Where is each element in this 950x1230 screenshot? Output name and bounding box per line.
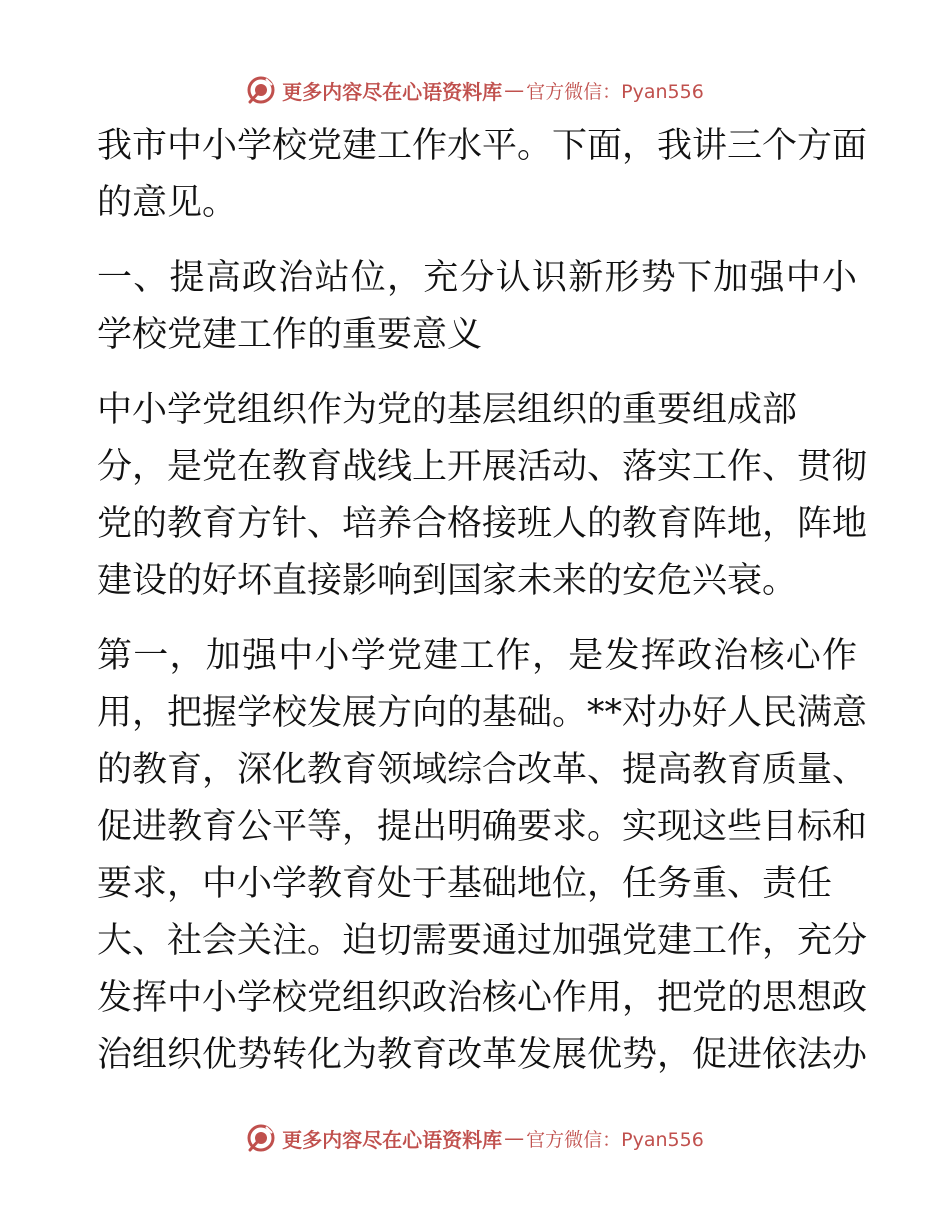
header-wechat-text: 官方微信：Pyan556 — [526, 80, 704, 103]
text-line: 建设的好坏直接影响到国家未来的安危兴衰。 — [97, 561, 798, 601]
header-brand-text: 更多内容尽在心语资料库 — [282, 79, 503, 104]
pen-logo-icon — [246, 75, 276, 105]
section-heading-1 — [97, 250, 857, 364]
footer-wechat-text: 官方微信：Pyan556 — [526, 1128, 704, 1151]
text-line: 促进教育公平等，提出明确要求。实现这些目标和 — [97, 807, 868, 847]
heading-line: 学校党建工作的重要意义 — [97, 315, 483, 355]
paragraph-1 — [97, 118, 868, 232]
footer-separator: — — [504, 1126, 525, 1150]
text-line: 我市中小学校党建工作水平。下面，我讲三个方面 — [97, 126, 868, 166]
paragraph-3 — [97, 628, 868, 1084]
pen-logo-icon — [246, 1123, 276, 1153]
text-line: 的教育，深化教育领域综合改革、提高教育质量、 — [97, 750, 868, 790]
footer-brand-text: 更多内容尽在心语资料库 — [282, 1127, 503, 1152]
text-line: 第一，加强中小学党建工作，是发挥政治核心作 — [97, 636, 857, 676]
text-line: 中小学党组织作为党的基层组织的重要组成部 — [97, 390, 798, 430]
text-line: 大、社会关注。迫切需要通过加强党建工作，充分 — [97, 921, 868, 961]
text-line: 党的教育方针、培养合格接班人的教育阵地，阵地 — [97, 504, 868, 544]
document-body — [97, 118, 868, 1102]
text-line: 要求，中小学教育处于基础地位，任务重、责任 — [97, 864, 833, 904]
header-banner — [0, 70, 950, 110]
text-line: 用，把握学校发展方向的基础。**对办好人民满意 — [97, 693, 868, 733]
footer-banner — [0, 1118, 950, 1158]
text-line: 治组织优势转化为教育改革发展优势，促进依法办 — [97, 1035, 868, 1075]
header-separator: — — [504, 78, 525, 102]
paragraph-2 — [97, 382, 868, 610]
heading-line: 一、提高政治站位，充分认识新形势下加强中小 — [97, 258, 857, 298]
text-line: 的意见。 — [97, 183, 238, 223]
text-line: 发挥中小学校党组织政治核心作用，把党的思想政 — [97, 978, 868, 1018]
text-line: 分，是党在教育战线上开展活动、落实工作、贯彻 — [97, 447, 868, 487]
